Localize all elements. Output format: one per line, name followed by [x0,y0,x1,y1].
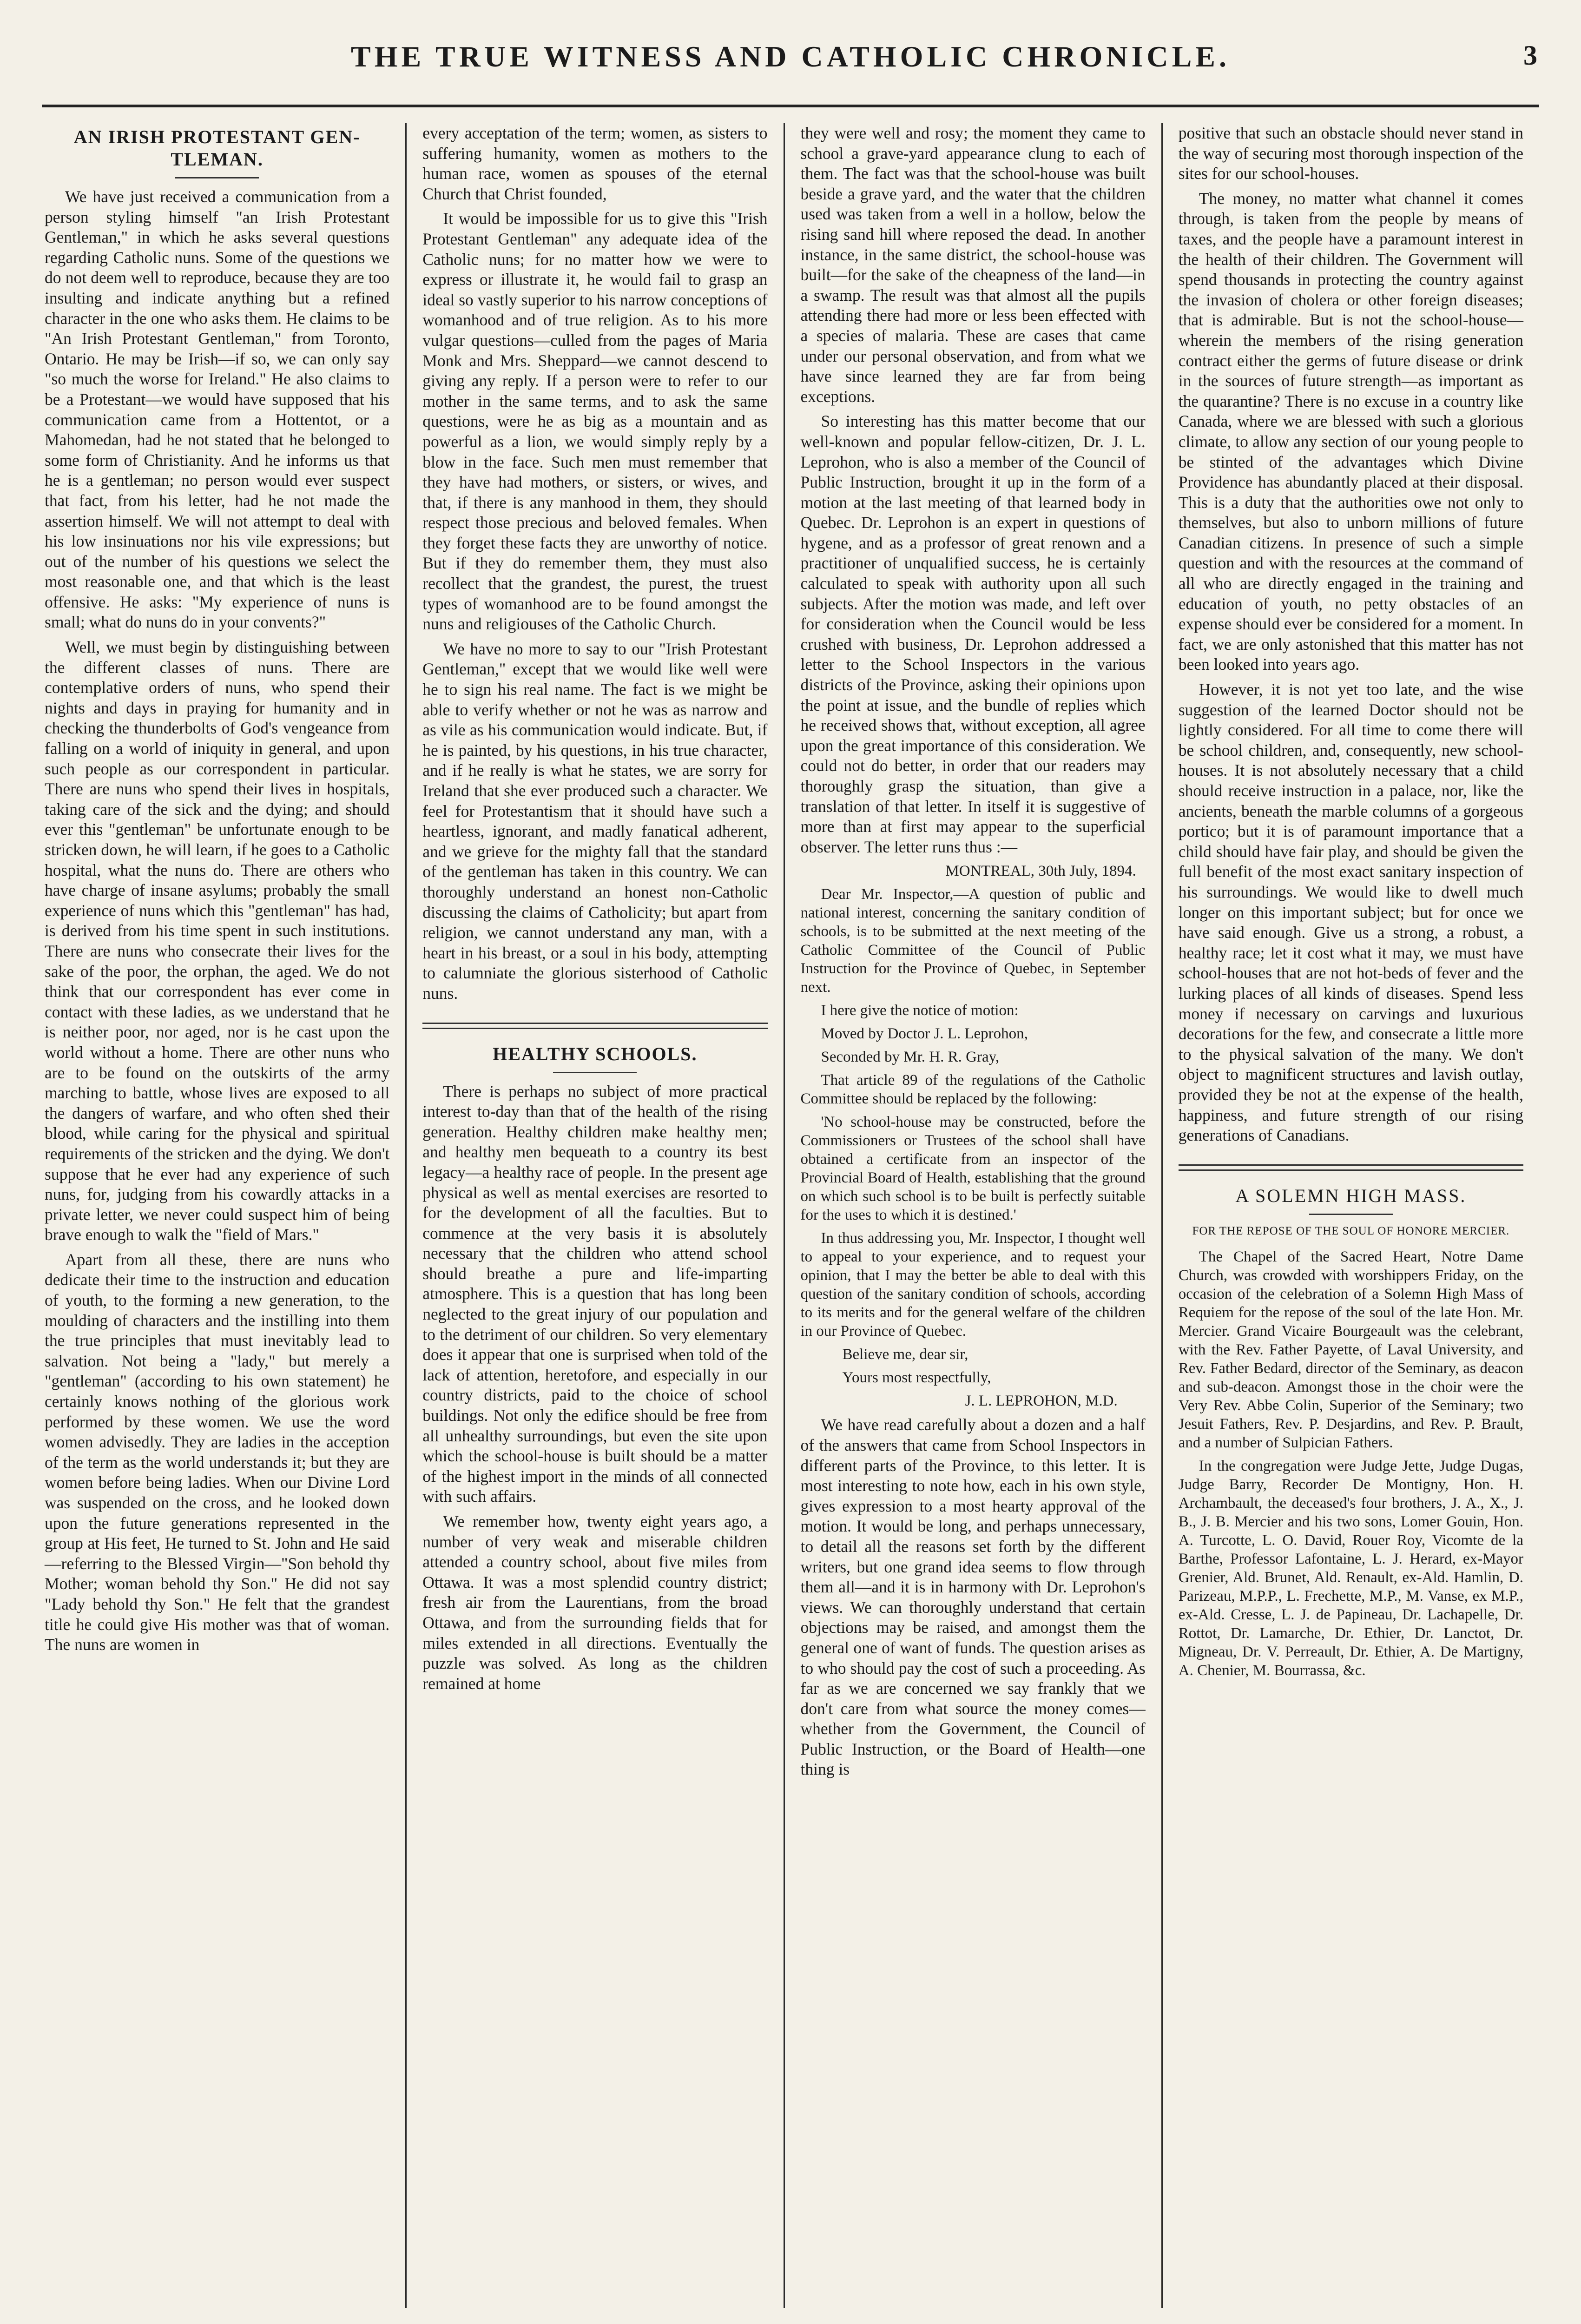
column-2 [407,123,784,2308]
letter-signoff: Believe me, dear sir, [842,1346,968,1363]
column-3 [785,123,1163,2308]
letter-paragraph: In thus addressing you, Mr. Inspector, I thought well to appeal to your experience, and to request your opinion, that I may the better be able to deal with this question of the sanitary condition of schools, according to its merits and for the general welfare of the children in our Province of Quebec. [800,1230,1146,1340]
article-paragraph: every acceptation of the term; women, as sisters to suffering humanity, women as mothers to the human race, women as spouses of the eternal Church that Christ founded, [422,124,768,203]
headline-rule [1309,1214,1393,1215]
article-paragraph: they were well and rosy; the moment they came to school a grave-yard appearance clung to each of them. The fact was that the school-house was built beside a grave yard, and the water that the children used was taken from a well in a hollow, below the rising sand hill where reposed the dead. In another instance, in the same district, the school-house was built—for the sake of the cheapness of the land—in a swamp. The result was that almost all the pupils attending there had more or less been effected with a species of malaria. These are cases that came under our personal observation, and from what we have since learned they are far from being exceptions. [800,124,1146,406]
article-paragraph: Apart from all these, there are nuns who dedicate their time to the instruction and education of youth, to the forming a new generation, to the moulding of characters and the instilling into them the true principles that must inevitably lead to salvation. Not being a "lady," but merely a "gentleman" (according to his own statement) he certainly knows nothing of the glorious work performed by these women. We use the word women advisedly. They are ladies in the acception of the term as the world understands it; but they are women before being ladies. When our Divine Lord was suspended on the cross, and he looked down upon the future generations represented in the group at His feet, He turned to St. John and He said—referring to the Blessed Virgin—"Son behold thy Mother; woman behold thy Son." He did not say "Lady behold thy Son." He felt that the grandest title he could give His mother was that of woman. The nuns are women in [45,1250,390,1654]
column-4 [1163,123,1539,2308]
article-paragraph: Well, we must begin by distinguishing between the different classes of nuns. There are contemplative orders of nuns, who spend their nights and days in praying for humanity and in checking the thunderbolts of God's vengeance from falling on a world of iniquity in general, and upon such people as our correspondent in particular. There are nuns who spend their lives in hospitals, taking care of the sick and the dying; and should ever this "gentleman" be unfortunate enough to be stricken down, he will learn, if he goes to a Catholic hospital, what the nuns do. There are others who have charge of insane asylums; probably the small experience of nuns which this "gentleman" has had, is derived from his time spent in such institutions. There are nuns who consecrate their lives for the sake of the poor, the orphan, the aged. We do not think that our correspondent has ever come in contact with these ladies, as we understand that he is neither poor, nor aged, nor is he cast upon the world without a home. There are other nuns who are to be found on the outskirts of the army marching to battle, whose lives are exposed to all the dangers of warfare, and who often shed their blood, while caring for the physical and spiritual requirements of the stricken and the dying. We don't suppose that he ever had any experience of such nuns, for, judging from his cowardly attacks in a private letter, we never could suspect him of being brave enough to walk the "field of Mars." [45,638,390,1244]
page-number: 3 [1523,40,1537,71]
letter-paragraph: That article 89 of the regulations of the Catholic Committee should be replaced by the following: [800,1072,1146,1108]
article-subheadline: FOR THE REPOSE OF THE SOUL OF HONORE MERCIER. [1192,1224,1510,1237]
letter-closing: Yours most respectfully, [842,1369,991,1386]
letter-paragraph: Seconded by Mr. H. R. Gray, [821,1049,1000,1066]
section-divider [1179,1164,1523,1171]
newspaper-columns [42,123,1539,2308]
headline-rule [175,177,259,178]
article-paragraph: The money, no matter what channel it comes through, is taken from the people by means of taxes, and the people have a paramount interest in the health of their children. The Government will spend thousands in protecting the country against the invasion of cholera or other foreign diseases; that is admirable. But is not the school-house—wherein the members of the rising generation contract either the germs of future disease or drink in the sources of future strength—as important as the quarantine? There is no excuse in a country like Canada, where we are blessed with such a glorious climate, to allow any section of our young people to be stinted of the advantages which Divine Providence has abundantly placed at their disposal. This is a duty that the authorities owe not only to themselves, but also to unborn millions of future Canadian citizens. In presence of such a simple question and with the resources at the command of all who are directly engaged in the training and education of youth, no petty obstacles of an expense should ever be considered for a moment. In fact, we are only astonished that this matter has not been looked into years ago. [1178,189,1523,674]
article-headline: AN IRISH PROTESTANT GEN- TLEMAN. [73,126,361,170]
article-paragraph: It would be impossible for us to give this "Irish Protestant Gentleman" any adequate idea of the Catholic nuns; for no matter how we were to express or illustrate it, he would fail to grasp an ideal so vastly superior to his narrow conceptions of womanhood and of true religion. As to his more vulgar questions—culled from the pages of Maria Monk and Mrs. Sheppard—we cannot descend to giving any reply. If a person were to refer to our mother in the same terms, and to ask the same questions, were he as big as a mountain and as powerful as a lion, we would simply reply by a blow in the face. Such men must remember that they have had mothers, or sisters, or wives, and that, if there is any manhood in them, they should respect those precious and beloved females. When they forget these facts they are unworthy of notice. But if they do remember them, they must also recollect that the grandest, the purest, the truest types of womanhood are to be found amongst the nuns and religiouses of the Catholic Church. [422,209,768,634]
letter-signature: J. L. LEPROHON, M.D. [965,1393,1118,1410]
letter-paragraph: Moved by Doctor J. L. Leprohon, [821,1025,1028,1043]
letter-paragraph: 'No school-house may be constructed, before the Commissioners or Trustees of the school shall have obtained a certificate from an inspector of the Provincial Board of Health, establishing that the ground on which such school is to be built is perfectly suitable for the uses to which it is destined.' [800,1114,1146,1224]
newspaper-title: THE TRUE WITNESS AND CATHOLIC CHRONICLE. [351,40,1230,73]
article-paragraph: So interesting has this matter become that our well-known and popular fellow-citizen, Dr. J. L. Leprohon, who is also a member of the Council of Public Instruction, brought it up in the form of a motion at the last meeting of that learned body in Quebec. Dr. Leprohon is an expert in questions of hygene, and as a professor of great renown and a practitioner of unqualified success, he is certainly calculated to speak with authority upon all such subjects. After the motion was made, and left over for consideration when the Council would be less crushed with business, Dr. Leprohon addressed a letter to the School Inspectors in the various districts of the Province, asking their opinions upon the point at issue, and the bundle of replies which he received shows that, without exception, all agree upon the great importance of this consideration. We could not do better, in order that our readers may thoroughly grasp the situation, than give a translation of that letter. In itself it is suggestive of more than at first may appear to the superficial observer. The letter runs thus :— [800,412,1146,856]
article-paragraph: We have just received a communication from a person styling himself "an Irish Protestant Gentleman," in which he asks several questions regarding Catholic nuns. Some of the questions we do not deem well to reproduce, because they are too insulting and indicate anything but a refined character in the one who asks them. He claims to be "An Irish Protestant Gentleman," from Toronto, Ontario. He may be Irish—if so, we can only say "so much the worse for Ireland." He also claims to be a Protestant—we would have supposed that his communication came from a Hottentot, or a Mahomedan, had he not stated that he belonged to some form of Christianity. And he informs us that he is a gentleman; no person would ever suspect that fact, from his letter, had he not made the assertion himself. We will not attempt to deal with his low insinuations nor his vile expressions; but out of the number of his questions we select the most reasonable one, and that which is the least offensive. He asks: "My experience of nuns is small; what do nuns do in your convents?" [45,187,390,632]
article-paragraph: The Chapel of the Sacred Heart, Notre Dame Church, was crowded with worshippers Friday, on the occasion of the celebration of a Solemn High Mass of Requiem for the repose of the soul of the late Hon. Mr. Mercier. Grand Vicaire Bourgeault was the celebrant, with the Rev. Father Payette, of Laval University, and Rev. Father Bedard, director of the Seminary, as deacon and sub-deacon. Amongst those in the choir were the Very Rev. Abbe Colin, Superior of the Seminary; two Jesuit Fathers, Rev. P. Desjardins, and Rev. P. Brault, and a number of Sulpician Fathers. [1178,1248,1523,1451]
headline-rule [553,1072,637,1073]
letter-dateline: MONTREAL, 30th July, 1894. [945,863,1136,880]
section-divider [422,1023,767,1029]
quoted-letter [801,862,1146,1410]
letter-paragraph: I here give the notice of motion: [821,1002,1019,1019]
article-paragraph: positive that such an obstacle should never stand in the way of securing most thorough inspection of the sites for our school-houses. [1178,124,1523,183]
article-paragraph: There is perhaps no subject of more practical interest to-day than that of the health of the rising generation. Healthy children make healthy men; and healthy men bequeath to a country its best legacy—a healthy race of people. In the present age physical as well as mental exercises are resorted to for the development of all the faculties. But to commence at the very basis it is absolutely necessary that the children who attend school should breathe a pure and life-imparting atmosphere. This is a question that has long been neglected to the great injury of our population and to the detriment of our children. So very elementary does it appear that one is surprised when told of the lack of attention, heretofore, and especially in our country districts, paid to the choice of school buildings. Not only the edifice should be free from all unhealthy surroundings, but even the site upon which the school-house is built should be a matter of the highest import in the minds of all connected with such affairs. [422,1082,768,1506]
article-headline: A SOLEMN HIGH MASS. [1235,1185,1467,1206]
article-paragraph: We have read carefully about a dozen and a half of the answers that came from School Inspectors in different parts of the Province, to this letter. It is most interesting to note how, each in his own style, gives expression to a most hearty approval of the motion. It would be long, and perhaps unnecessary, to detail all the reasons set forth by the different writers, but one grand idea seems to flow through them all—and it is in harmony with Dr. Leprohon's views. We can thoroughly understand that certain objections may be raised, and amongst them the general one of want of funds. The question arises as to who should pay the cost of such a proceeding. As far as we are concerned we say frankly that we don't care from what source the money comes—whether from the Government, the Council of Public Instruction, or the Board of Health—one thing is [800,1415,1146,1779]
article-paragraph: We remember how, twenty eight years ago, a number of very weak and miserable children attended a country school, about five miles from Ottawa. It was a most splendid country district; fresh air from the Laurentians, from the broad Ottawa, and from the surrounding fields that for miles extended in all directions. Eventually the puzzle was solved. As long as the children remained at home [422,1512,768,1693]
masthead [42,26,1539,107]
column-1 [42,123,407,2308]
letter-paragraph: Dear Mr. Inspector,—A question of public and national interest, concerning the sanitary condition of schools, is to be submitted at the next meeting of the Catholic Committee of the Council of Public Instruction for the Province of Quebec, in September next. [800,886,1146,996]
article-headline: HEALTHY SCHOOLS. [493,1043,698,1064]
article-paragraph: However, it is not yet too late, and the wise suggestion of the learned Doctor should not be lightly considered. For all time to come there will be school children, and, consequently, new school-houses. It is not absolutely necessary that a child should receive instruction in a palace, nor, like the ancients, beneath the marble columns of a gorgeous portico; but it is of paramount importance that a child should have fair play, and should be given the full benefit of the most exact sanitary inspection of his surroundings. We would like to dwell much longer on this important subject; but for once we have said enough. Give us a strong, a robust, a healthy race; let it cost what it may, we must have school-houses that are not hot-beds of fever and the lurking places of all kinds of diseases. Spend less money if necessary on carvings and luxurious decorations for the few, and consecrate a little more to the physical salvation of the many. We don't object to magnificent structures and lavish outlay, provided they be not at the expense of the health, happiness, and future strength of our rising generations of Canadians. [1178,680,1523,1145]
article-paragraph: In the congregation were Judge Jette, Judge Dugas, Judge Barry, Recorder De Montigny, Hon. H. Archambault, the deceased's four brothers, J. A., X., J. B., J. B. Mercier and his two sons, Lomer Gouin, Hon. A. Turcotte, L. O. David, Rouer Roy, Vicomte de la Barthe, Professor Lafontaine, L. J. Herard, ex-Mayor Grenier, Ald. Brunet, Ald. Renault, ex-Ald. Hamlin, D. Parizeau, M.P.P., L. Frechette, M.P., M. Vanse, ex M.P., ex-Ald. Cresse, L. J. de Papineau, Dr. Lachapelle, Dr. Rottot, Dr. Lamarche, Dr. Ethier, Dr. Lanctot, Dr. Migneau, Dr. V. Perreault, Dr. Ethier, A. De Martigny, A. Chenier, M. Bourrassa, &c. [1178,1457,1523,1679]
article-paragraph: We have no more to say to our "Irish Protestant Gentleman," except that we would like well were he to sign his real name. The fact is we might be able to verify whether or not he was as narrow and as vile as his communication would indicate. But, if he is painted, by his questions, in his true character, and if he really is what he states, we are sorry for Ireland that she ever produced such a character. We feel for Protestantism that it should have such a heartless, ignorant, and madly fanatical adherent, and we grieve for the mighty fall that the standard of the gentleman has taken in this country. We can thoroughly understand an honest non-Catholic discussing the claims of Catholicity; but apart from religion, we cannot understand any man, with a heart in his breast, or a soul in his body, attempting to calumniate the glorious sisterhood of Catholic nuns. [422,639,768,1003]
